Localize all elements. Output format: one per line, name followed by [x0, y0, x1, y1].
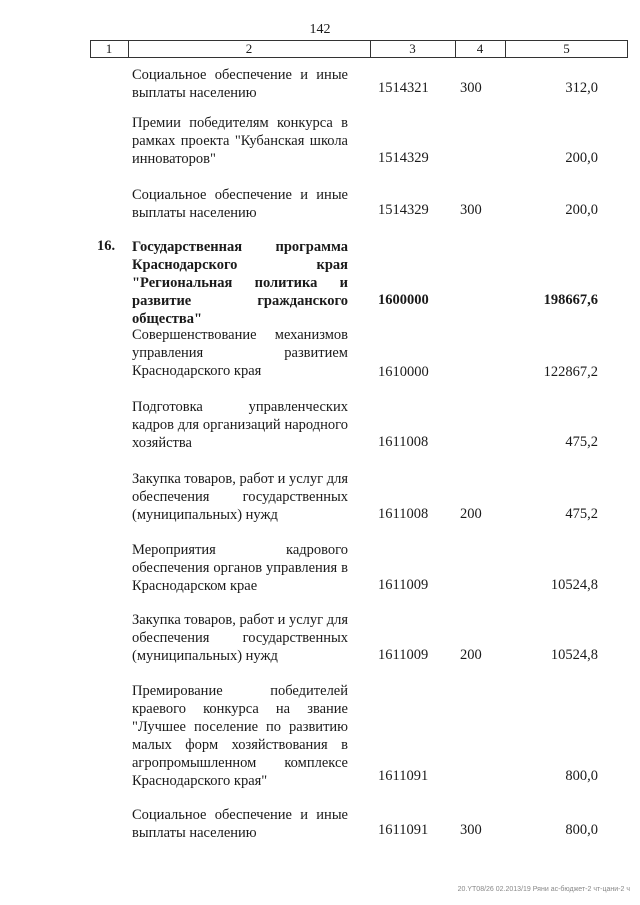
row-code: 1611009 — [378, 647, 429, 663]
row-amount: 10524,8 — [550, 647, 598, 663]
row-code: 1610000 — [378, 364, 429, 380]
row-amount: 475,2 — [565, 506, 598, 522]
header-col-2: 2 — [245, 41, 253, 56]
row-type: 300 — [460, 822, 482, 838]
row-code: 1600000 — [378, 292, 429, 308]
row-code: 1611091 — [378, 822, 429, 838]
row-code: 1611009 — [378, 577, 429, 593]
row-type: 200 — [460, 506, 482, 522]
row-description: Закупка товаров, работ и услуг для обеспечения государственных (муниципальных) нужд — [132, 471, 349, 523]
row-description: Закупка товаров, работ и услуг для обеспечения государственных (муниципальных) нужд — [132, 612, 349, 664]
row-amount: 800,0 — [565, 768, 598, 784]
row-amount: 800,0 — [565, 822, 598, 838]
row-description: Социальное обеспечение и иные выплаты населению — [132, 67, 348, 101]
row-amount: 200,0 — [565, 202, 598, 218]
row-amount: 475,2 — [565, 434, 598, 450]
row-amount: 122867,2 — [543, 364, 598, 380]
document-footer-stamp: 20.YT08/26 02.2013/19 Ряни ас-бюджет-2 чт-цани-2 ч — [457, 886, 630, 893]
row-description: Подготовка управленческих кадров для организаций народного хозяйства — [132, 399, 348, 451]
row-code: 1611008 — [378, 506, 429, 522]
row-amount: 200,0 — [565, 150, 598, 166]
row-description: Государственная программа Краснодарского края "Региональная политика и развитие гражданского общества" — [132, 239, 348, 327]
row-type: 300 — [460, 80, 482, 96]
header-col-5: 5 — [563, 41, 570, 56]
header-col-3: 3 — [409, 41, 416, 56]
row-amount: 198667,6 — [543, 292, 598, 308]
row-description: Мероприятия кадрового обеспечения органов управления в Краснодарском крае — [132, 542, 348, 594]
page-number: 142 — [309, 22, 331, 37]
row-description: Премии победителям конкурса в рамках проекта "Кубанская школа инноваторов" — [132, 115, 348, 167]
row-code: 1514329 — [378, 150, 429, 166]
row-code: 1514329 — [378, 202, 429, 218]
row-description: Социальное обеспечение и иные выплаты населению — [132, 807, 348, 841]
row-amount: 10524,8 — [550, 577, 598, 593]
row-description: Совершенствование механизмов управления развитием Краснодарского края — [132, 327, 348, 379]
table-header — [90, 40, 628, 58]
section-number: 16. — [97, 238, 116, 254]
row-type: 300 — [460, 202, 482, 218]
row-type: 200 — [460, 647, 482, 663]
row-code: 1611008 — [378, 434, 429, 450]
row-amount: 312,0 — [565, 80, 598, 96]
row-code: 1611091 — [378, 768, 429, 784]
header-col-1: 1 — [105, 41, 113, 56]
row-code: 1514321 — [378, 80, 429, 96]
row-description: Премирование победителей краевого конкурса на звание "Лучшее поселение по развитию малых форм хозяйствования в агропромышленном комплексе Краснодарского края" — [132, 683, 348, 789]
header-col-4: 4 — [476, 41, 484, 56]
row-description: Социальное обеспечение и иные выплаты населению — [132, 187, 348, 221]
